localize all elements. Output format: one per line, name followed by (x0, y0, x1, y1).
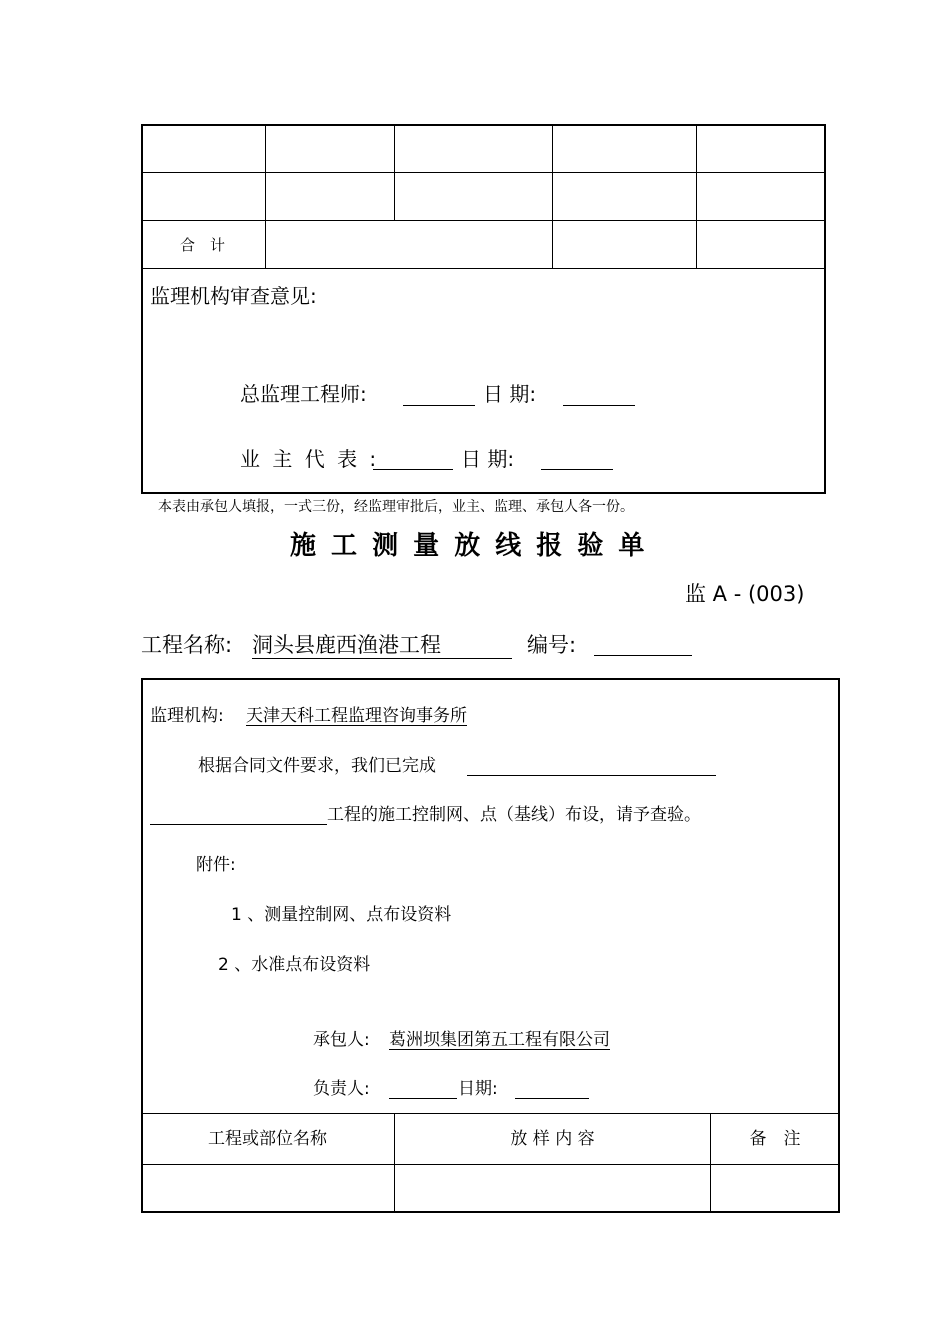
number-blank[interactable] (594, 637, 692, 656)
completed-item-blank[interactable] (467, 759, 716, 776)
person-date-label: 日期: (458, 1079, 498, 1099)
supervisor-value: 天津天科工程监理咨询事务所 (246, 706, 467, 726)
attachment-2: 2 、水准点布设资料 (218, 955, 371, 975)
date-blank[interactable] (563, 387, 635, 406)
contractor-label: 承包人: (313, 1030, 370, 1050)
owner-rep-label: 业 主 代 表 : (240, 447, 380, 471)
form-code: 监 A - (003) (685, 582, 805, 606)
cell-remarks[interactable] (712, 1166, 837, 1210)
owner-rep-blank[interactable] (373, 451, 453, 470)
chief-engineer-blank[interactable] (403, 387, 475, 406)
number-label: 编号: (527, 633, 577, 657)
footnote: 本表由承包人填报，一式三份，经监理审批后，业主、监理、承包人各一份。 (158, 499, 634, 515)
person-label: 负责人: (313, 1079, 370, 1099)
project-name-label: 工程名称: (141, 633, 233, 657)
contractor-value: 葛洲坝集团第五工程有限公司 (389, 1030, 610, 1050)
project-name-text: 洞头县鹿西渔港工程 (252, 633, 441, 657)
body-line-2: 工程的施工控制网、点（基线）布设，请予查验。 (327, 805, 701, 825)
header-setout-content: 放 样 内 容 (510, 1129, 595, 1149)
person-date-blank[interactable] (515, 1082, 589, 1099)
date-blank-2[interactable] (541, 451, 613, 470)
date-label-2: 日 期: (461, 447, 515, 471)
form-title: 施 工 测 量 放 线 报 验 单 (290, 531, 648, 561)
supervisor-label: 监理机构: (150, 706, 224, 726)
attachment-1: 1 、测量控制网、点布设资料 (231, 905, 452, 925)
header-remarks: 备 注 (749, 1129, 801, 1149)
person-blank[interactable] (389, 1082, 457, 1099)
body-line-1: 根据合同文件要求，我们已完成 (198, 756, 436, 776)
attachments-label: 附件: (196, 855, 236, 875)
cell-setout-content[interactable] (396, 1166, 709, 1210)
header-part-name: 工程或部位名称 (208, 1129, 327, 1149)
cell-part-name[interactable] (143, 1166, 393, 1210)
date-label: 日 期: (483, 382, 537, 406)
chief-engineer-label: 总监理工程师: (240, 382, 367, 406)
project-blank[interactable] (150, 808, 327, 825)
total-label: 合 计 (180, 236, 226, 254)
review-label: 监理机构审查意见: (150, 284, 317, 308)
project-name-value (252, 635, 512, 659)
